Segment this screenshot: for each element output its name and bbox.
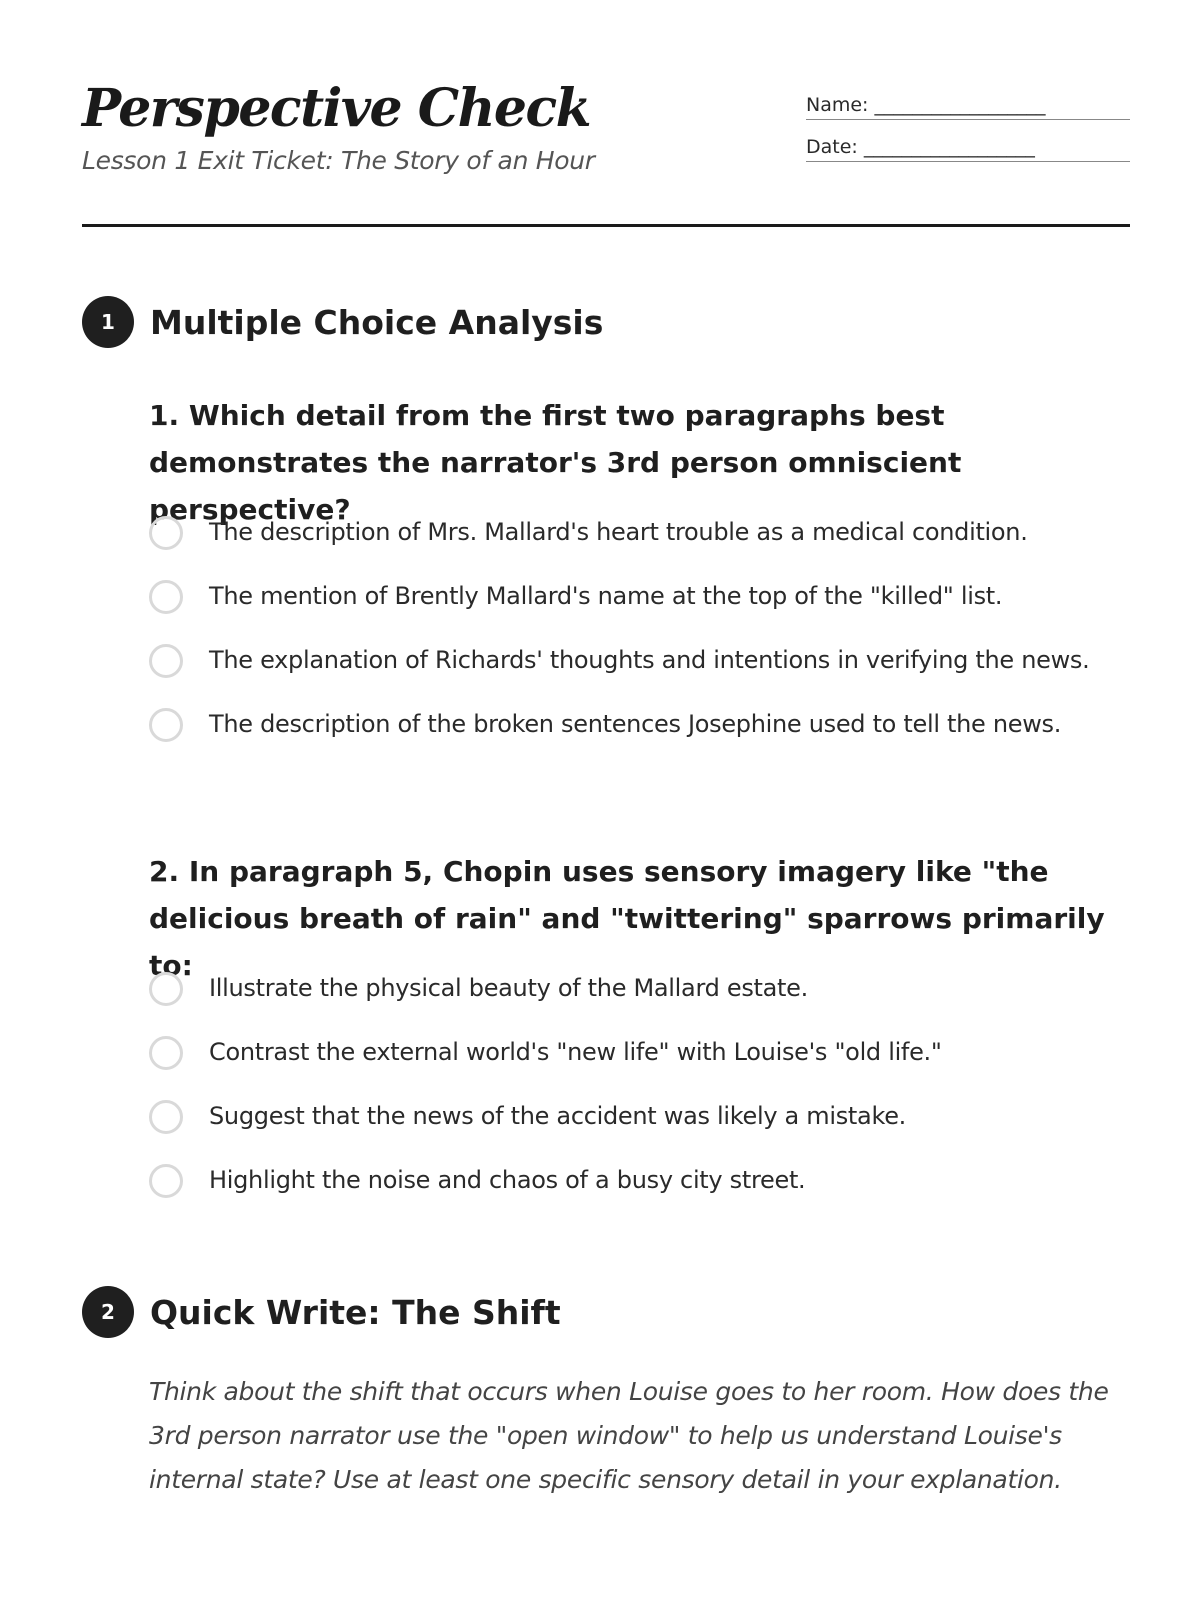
question-1-prompt: 1. Which detail from the first two paragraphs best demonstrates the narrator's 3rd person omniscient perspective?	[149, 399, 962, 526]
question-1-options	[149, 510, 1139, 766]
question-2-options	[149, 966, 1139, 1222]
option-label: Suggest that the news of the accident was likely a mistake.	[209, 1102, 906, 1130]
radio-button[interactable]	[149, 972, 183, 1006]
radio-button[interactable]	[149, 1164, 183, 1198]
radio-button[interactable]	[149, 516, 183, 550]
question-2-option-a[interactable]	[149, 966, 1139, 1011]
radio-button[interactable]	[149, 708, 183, 742]
section-1-number-badge: 1	[82, 296, 134, 348]
date-field[interactable]: Date: __________________	[806, 136, 1130, 162]
section-1-header	[82, 296, 603, 348]
section-2-title: Quick Write: The Shift	[150, 1292, 561, 1332]
section-1-title: Multiple Choice Analysis	[150, 302, 604, 342]
option-label: The mention of Brently Mallard's name at the top of the "killed" list.	[209, 582, 1003, 610]
name-field[interactable]: Name: __________________	[806, 94, 1130, 120]
question-1-option-c[interactable]	[149, 638, 1139, 683]
question-1-option-b[interactable]	[149, 574, 1139, 619]
section-2-number-badge: 2	[82, 1286, 134, 1338]
option-label: Highlight the noise and chaos of a busy city street.	[209, 1166, 806, 1194]
radio-button[interactable]	[149, 1100, 183, 1134]
option-label: Illustrate the physical beauty of the Mallard estate.	[209, 974, 808, 1002]
option-label: The description of the broken sentences Josephine used to tell the news.	[209, 710, 1062, 738]
radio-button[interactable]	[149, 1036, 183, 1070]
question-1-option-a[interactable]	[149, 510, 1139, 555]
option-label: The explanation of Richards' thoughts and intentions in verifying the news.	[209, 646, 1090, 674]
radio-button[interactable]	[149, 580, 183, 614]
option-label: Contrast the external world's "new life" with Louise's "old life."	[209, 1038, 942, 1066]
question-1-option-d[interactable]	[149, 702, 1139, 747]
quick-write-prompt: Think about the shift that occurs when Louise goes to her room. How does the 3rd person narrator use the "open window" to help us understand Louise's internal state? Use at least one specific sensory detail in your explanation.	[149, 1377, 1109, 1494]
worksheet-subtitle: Lesson 1 Exit Ticket: The Story of an Hour	[82, 146, 595, 175]
option-label: The description of Mrs. Mallard's heart trouble as a medical condition.	[209, 518, 1028, 546]
question-2-prompt: 2. In paragraph 5, Chopin uses sensory imagery like "the delicious breath of rain" and "twittering" sparrows primarily to:	[149, 855, 1105, 982]
radio-button[interactable]	[149, 644, 183, 678]
question-2-option-d[interactable]	[149, 1158, 1139, 1203]
question-2-option-b[interactable]	[149, 1030, 1139, 1075]
worksheet-title: Perspective Check	[82, 78, 591, 139]
section-2-header	[82, 1286, 561, 1338]
student-info-fields	[806, 94, 1130, 178]
question-2-option-c[interactable]	[149, 1094, 1139, 1139]
header-divider	[82, 224, 1130, 227]
